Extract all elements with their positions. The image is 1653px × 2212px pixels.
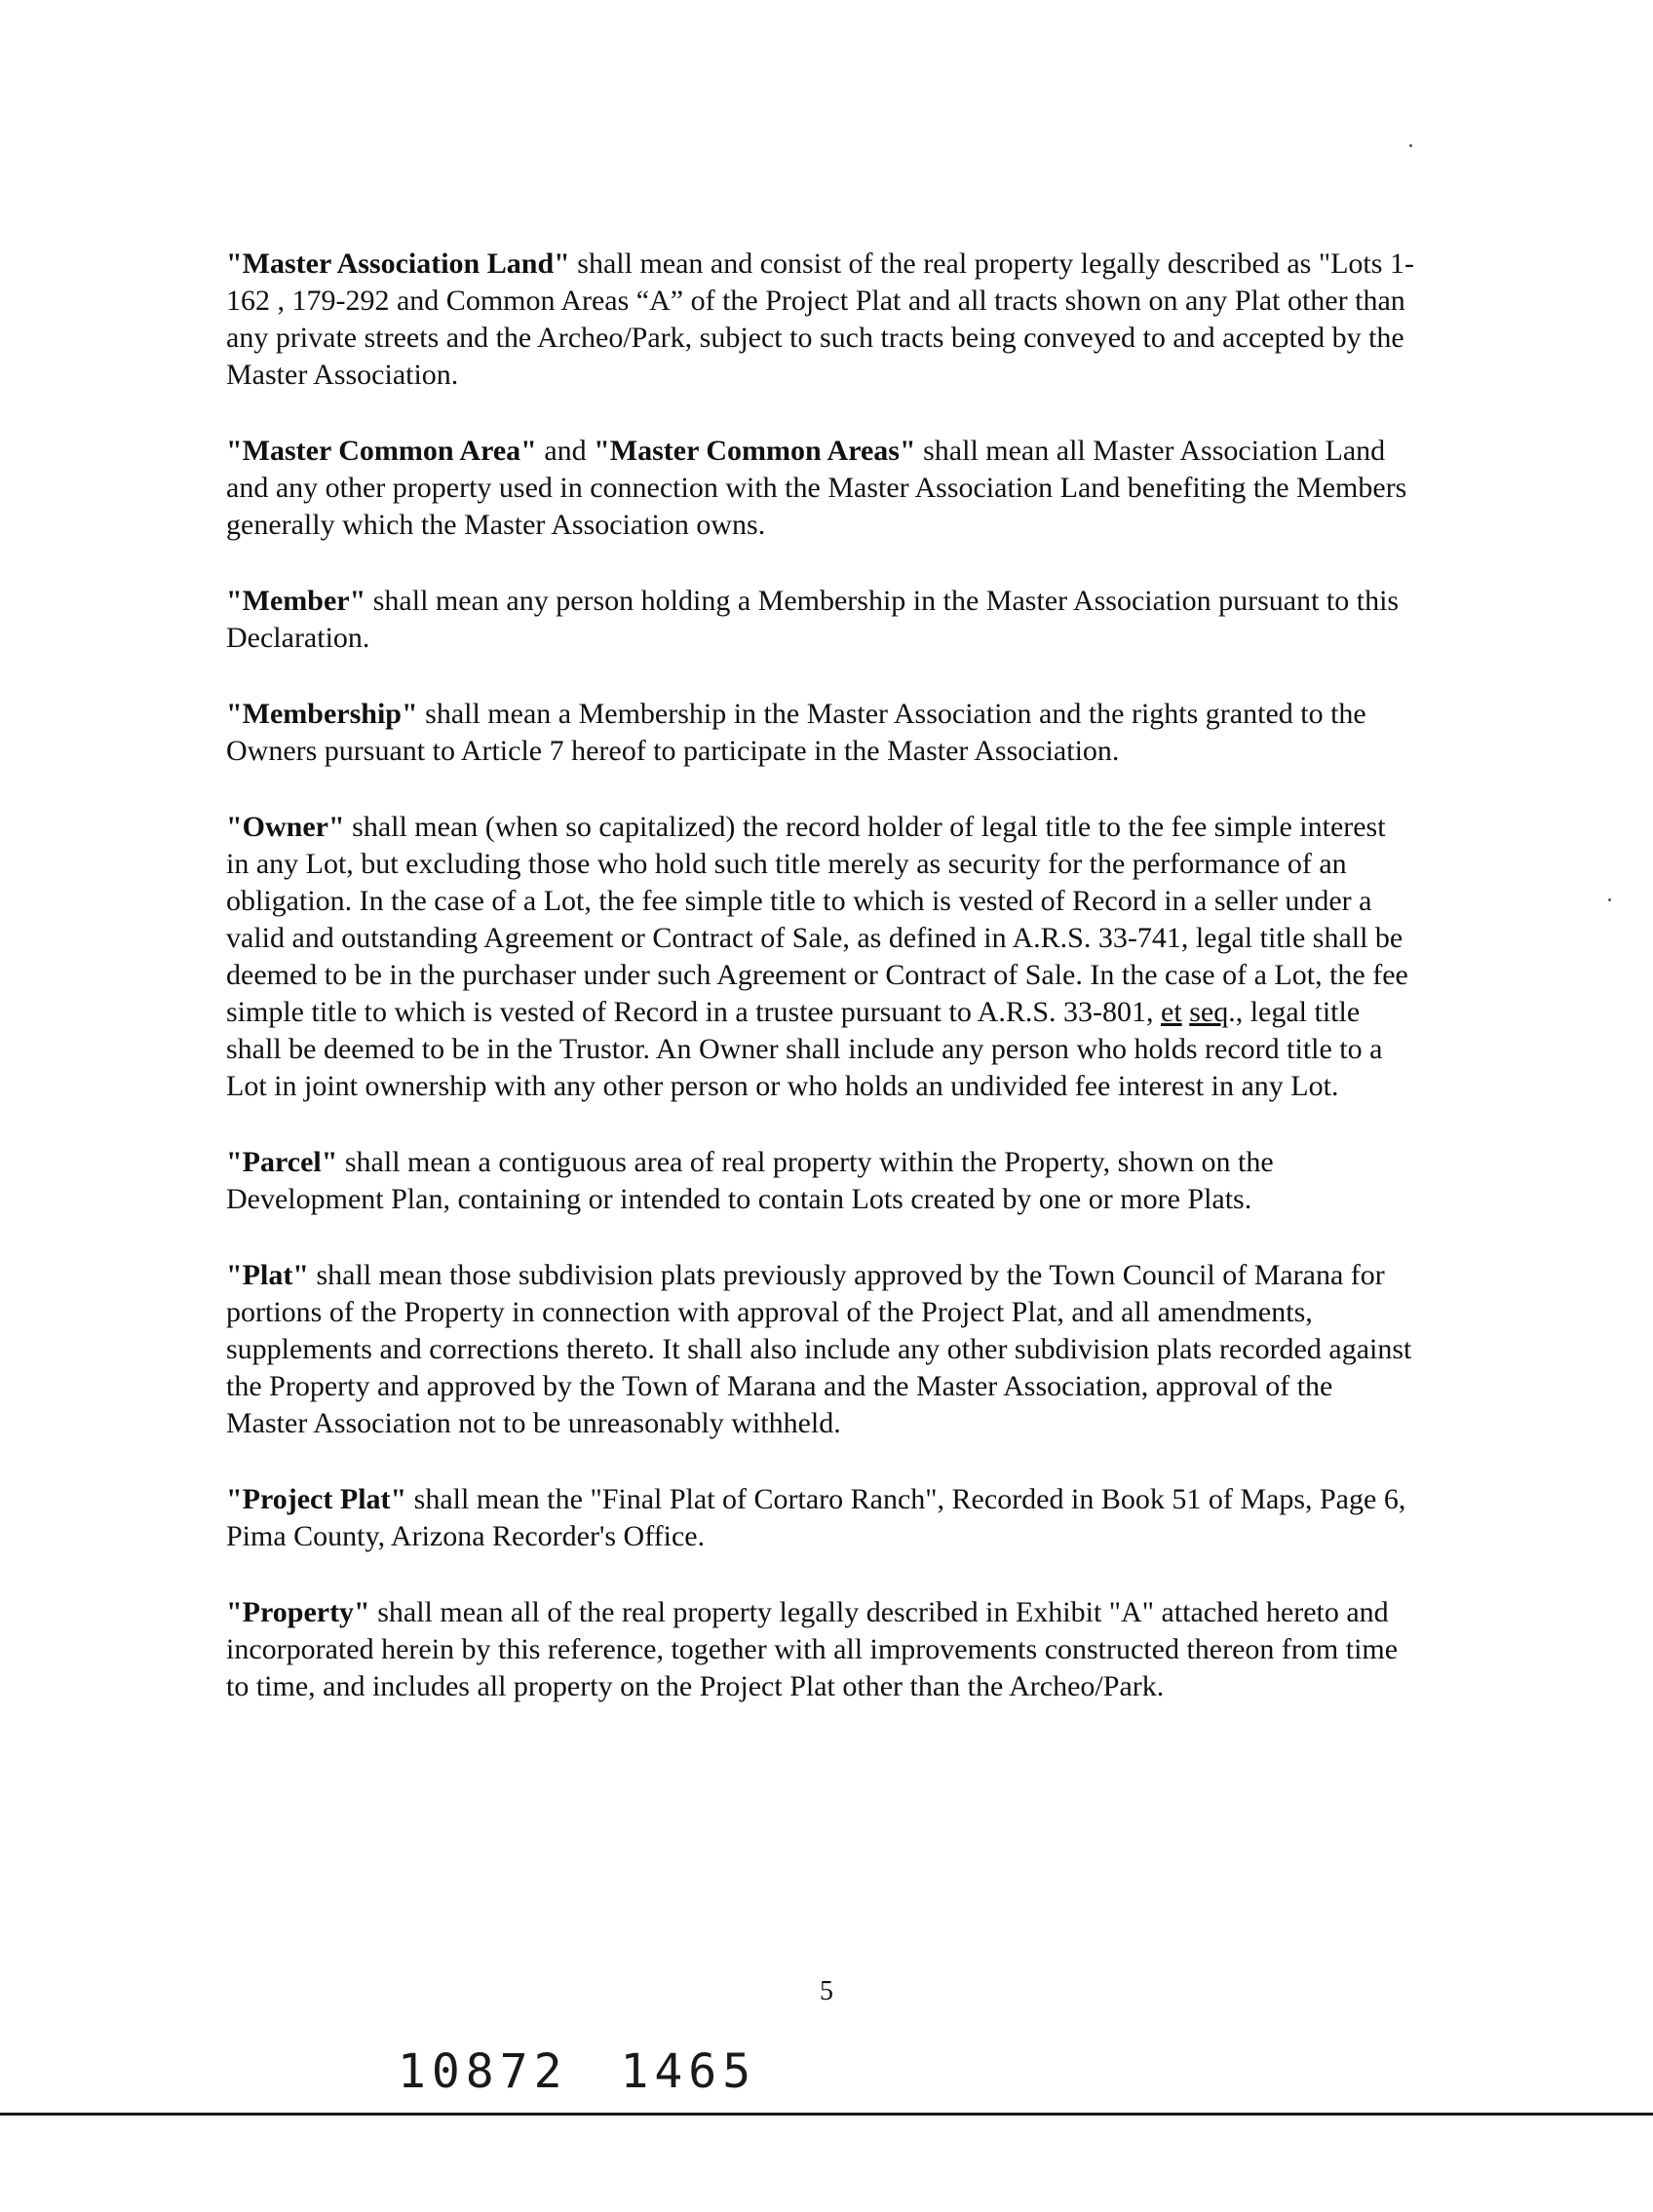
recording-stamp xyxy=(398,2044,756,2099)
scan-speck xyxy=(1409,144,1412,147)
definition-text: shall mean any person holding a Membership in the Master Association pursuant to this Declaration. xyxy=(226,585,1400,654)
definition-property xyxy=(226,1594,1415,1705)
definition-text: shall mean all Master Association Land and any other property used in connection with the Master Association Land benefiting the Members generally which the Master Association owns. xyxy=(226,435,1407,541)
scan-speck xyxy=(1608,898,1611,901)
definition-term: "Master Association Land" xyxy=(226,248,570,280)
latin-abbrev-seq: seq xyxy=(1189,996,1229,1028)
definition-term: "Project Plat" xyxy=(226,1483,407,1515)
definition-term: "Parcel" xyxy=(226,1146,338,1178)
definition-master-common-area xyxy=(226,433,1415,544)
definition-text: shall mean a Membership in the Master Association and the rights granted to the Owners pursuant to Article 7 hereof to participate in the Master Association. xyxy=(226,698,1366,767)
definition-text: shall mean all of the real property legally described in Exhibit "A" attached hereto and incorporated herein by this reference, together with all improvements constructed thereon from time to time, and includes all property on the Project Plat other than the Archeo/Park. xyxy=(226,1596,1399,1702)
definition-parcel xyxy=(226,1144,1415,1218)
definition-term: "Property" xyxy=(226,1596,370,1628)
latin-abbrev-et: et xyxy=(1161,996,1182,1028)
definition-text: shall mean those subdivision plats previously approved by the Town Council of Marana for portions of the Property in connection with approval of the Project Plat, and all amendments, supplements and corrections thereto. It shall also include any other subdivision plats recorded against the Property and approved by the Town of Marana and the Master Association, approval of the Master Association not to be unreasonably withheld. xyxy=(226,1259,1412,1439)
recording-docket: 10872 xyxy=(398,2044,568,2099)
definition-term-secondary: "Master Common Areas" xyxy=(594,435,916,467)
definition-member xyxy=(226,583,1415,657)
definition-term: "Owner" xyxy=(226,811,345,843)
definition-project-plat xyxy=(226,1481,1415,1555)
definition-term: "Membership" xyxy=(226,698,418,730)
definition-term: "Member" xyxy=(226,585,366,617)
definition-connector: and xyxy=(536,435,595,467)
definition-plat xyxy=(226,1257,1415,1442)
definition-master-association-land xyxy=(226,246,1415,394)
recording-page: 1465 xyxy=(620,2044,757,2099)
definition-text: shall mean (when so capitalized) the record holder of legal title to the fee simple interest in any Lot, but excluding those who hold such title merely as security for the performance of an obligation. In the case of a Lot, the fee simple title to which is vested of Record in a seller under a valid and outstanding Agreement or Contract of Sale, as defined in A.R.S. 33-741, legal title shall be deemed to be in the purchaser under such Agreement or Contract of Sale. In the case of a Lot, the fee simple title to which is vested of Record in a trustee pursuant to A.R.S. 33-801, xyxy=(226,811,1408,1028)
definition-text: shall mean and consist of the real property legally described as "Lots 1-162 , 179-292 and Common Areas “A” of the Project Plat and all tracts shown on any Plat other than any private streets and the Archeo/Park, subject to such tracts being conveyed to and accepted by the Master Association. xyxy=(226,248,1414,391)
definition-owner xyxy=(226,809,1415,1105)
page-number: 5 xyxy=(820,1976,833,2006)
definition-text: shall mean the "Final Plat of Cortaro Ranch", Recorded in Book 51 of Maps, Page 6, Pima County, Arizona Recorder's Office. xyxy=(226,1483,1406,1552)
definition-membership xyxy=(226,696,1415,770)
definition-term: "Plat" xyxy=(226,1259,309,1291)
definition-text: shall mean a contiguous area of real property within the Property, shown on the Development Plan, containing or intended to contain Lots created by one or more Plats. xyxy=(226,1146,1274,1215)
definition-text-continued: ., legal title shall be deemed to be in the Trustor. An Owner shall include any person who holds record title to a Lot in joint ownership with any other person or who holds an undivided fee interest in any Lot. xyxy=(226,996,1383,1102)
bottom-rule xyxy=(0,2113,1653,2116)
definition-term: "Master Common Area" xyxy=(226,435,537,467)
definitions-list xyxy=(226,246,1415,1744)
